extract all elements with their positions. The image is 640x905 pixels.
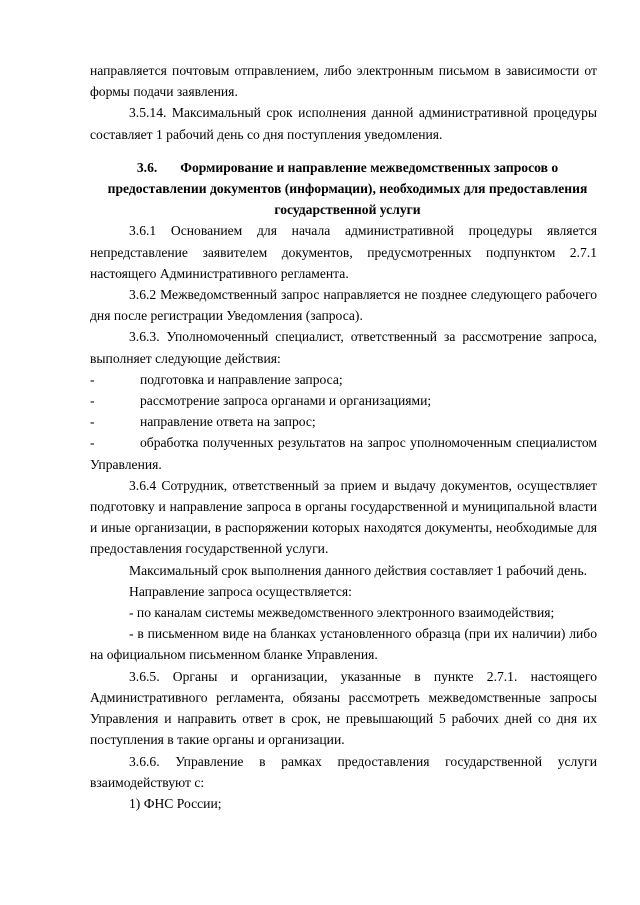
paragraph-continuation: направляется почтовым отправлением, либо электронным письмом в зависимости от формы подачи заявления. xyxy=(90,63,597,100)
list-dash: - xyxy=(90,393,95,409)
paragraph-request-methods: Направление запроса осуществляется: xyxy=(129,583,352,599)
paragraph-3-6-3: 3.6.3. Уполномоченный специалист, ответственный за рассмотрение запроса, выполняет следующие действия: xyxy=(90,329,597,366)
paragraph-3-5-14: 3.5.14. Максимальный срок исполнения данной административной процедуры составляет 1 рабочий день со дня поступления уведомления. xyxy=(90,105,597,142)
paragraph-3-6-2: 3.6.2 Межведомственный запрос направляется не позднее следующего рабочего дня после регистрации Уведомления (запроса). xyxy=(90,287,597,324)
list-dash: - xyxy=(90,435,95,451)
section-title: Формирование и направление межведомственных запросов о предоставлении документов (информации), необходимых для предоставления государственной услуги xyxy=(107,159,588,218)
document-page xyxy=(90,60,597,814)
paragraph-3-6-1: 3.6.1 Основанием для начала административной процедуры является непредставление заявителем документов, предусмотренных подпунктом 2.7.1 настоящего Административного регламента. xyxy=(90,223,597,281)
list-item xyxy=(90,369,597,390)
list-item xyxy=(90,411,597,432)
list-item-text: подготовка и направление запроса; xyxy=(140,371,343,387)
list-dash: - xyxy=(90,414,95,430)
list-item-text: направление ответа на запрос; xyxy=(140,414,316,430)
paragraph-3-6-6: 3.6.6. Управление в рамках предоставления государственной услуги взаимодействуют с: xyxy=(90,753,597,790)
paragraph-channel-written: - в письменном виде на бланках установленного образца (при их наличии) либо на официальном письменном бланке Управления. xyxy=(90,626,597,663)
list-item-wrapped xyxy=(90,432,597,474)
section-number: 3.6. xyxy=(136,159,158,175)
list-item-text: рассмотрение запроса органами и организациями; xyxy=(140,393,432,409)
paragraph-3-6-5: 3.6.5. Органы и организации, указанные в пункте 2.7.1. настоящего Административного регламента, обязаны рассмотреть межведомственные запросы Управления и направить ответ в срок, не превышающий 5 рабочих дней со дня их поступления в такие органы и организации. xyxy=(90,668,597,748)
section-heading-3-6 xyxy=(90,157,597,221)
list-item-text: обработка полученных результатов на запрос уполномоченным специалистом Управления. xyxy=(90,435,597,472)
paragraph-max-term: Максимальный срок выполнения данного действия составляет 1 рабочий день. xyxy=(129,562,588,578)
list-item xyxy=(90,390,597,411)
paragraph-channel-electronic: - по каналам системы межведомственного электронного взаимодействия; xyxy=(129,605,555,621)
list-dash: - xyxy=(90,371,95,387)
paragraph-fns: 1) ФНС России; xyxy=(129,795,222,811)
paragraph-3-6-4: 3.6.4 Сотрудник, ответственный за прием и выдачу документов, осуществляет подготовку и направление запроса в органы государственной и муниципальной власти и иные организации, в распоряжении которых находятся документы, необходимые для предоставления государственной услуги. xyxy=(90,477,597,557)
